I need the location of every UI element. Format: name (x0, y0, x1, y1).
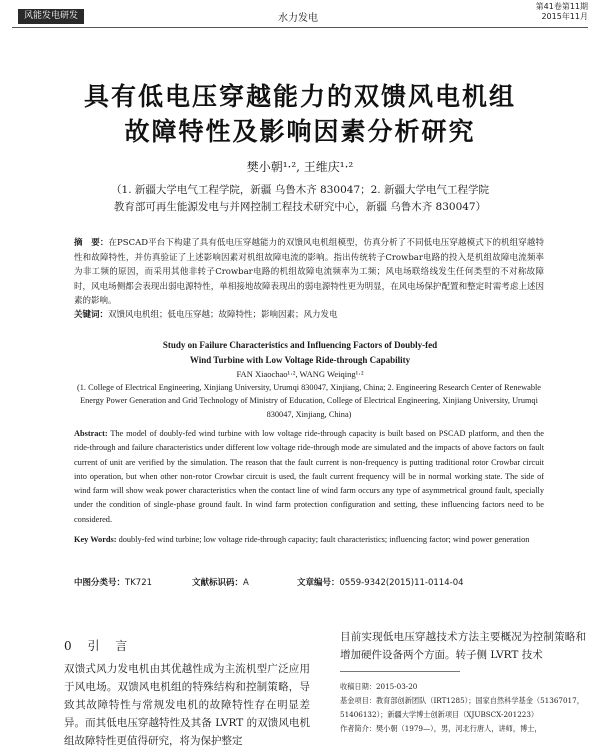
intro-text-right-column: 目前实现低电压穿越技术方法主要概况为控制策略和增加硬件设备两个方面。转子侧 LVRT 技术 (340, 631, 586, 661)
affiliation-line-2: 教育部可再生能源发电与并网控制工程技术研究中心，新疆 乌鲁木齐 830047） (113, 201, 487, 213)
english-abstract-text: The model of doubly-fed wind turbine with low voltage ride-through capacity is built based on PSCAD platform, and then the ride-through and failure characteristics under different low voltage ride-through mode are simulated and the impacts of above factors on fault current of unit are verified by the simulation. The reason that the fault current is non-frequency is putting traditional rotor Crowbar circuit into operation, but when other non-rotor Crowbar circuit is used, the fault current frequency will be in normal working state. The side of wind farm will show weak power characteristics when the contact line of wind farm occurs any type of asymmetrical ground fault, specially under the condition of single-phase ground fault. In wind farm protection configuration and setting, these influencing factors need to be considered. (74, 429, 544, 524)
issue-volume: 第41卷第11期 (535, 2, 588, 11)
article-number-label: 文章编号： (297, 578, 340, 588)
authors: 樊小朝¹·², 王维庆¹·² (246, 160, 354, 174)
footnote-divider (340, 671, 460, 672)
section-badge: 风能发电研发 (18, 9, 84, 24)
issue-info (536, 2, 588, 22)
clc-label: 中图分类号： (74, 578, 126, 588)
english-title-line-2: Wind Turbine with Low Voltage Ride-through Capability (189, 355, 411, 365)
document-code-value: A (243, 578, 249, 588)
issue-date: 2015年11月 (541, 12, 588, 21)
chinese-abstract (74, 236, 544, 309)
article-number (297, 576, 464, 588)
chinese-keywords-text: 双馈风电机组；低电压穿越；故障特性；影响因素；风力发电 (108, 310, 338, 320)
english-affiliation: (1. College of Electrical Engineering, Xinjiang University, Urumqi 830047, Xinjiang, China; 2. Engineering Research Center of Renewable Energy Power Generation and Grid Technology of Ministry of Education, College of Electrical Engineering, Xinjiang University, Urumqi 830047, Xinjiang, China) (77, 383, 541, 419)
chinese-keywords (74, 308, 544, 320)
clc-value: TK721 (125, 578, 153, 588)
footnotes (340, 680, 586, 736)
intro-text-left-column: 双馈式风力发电机由其优越性成为主流机型广泛应用于风电场。双馈风电机组的特殊结构和控制策略，导致其故障特性与常规发电机的故障特性存在明显差异。而其低电压穿越特性及其备 LVRT 的双馈风电机组故障特性更值得研究，将为保护整定 (64, 663, 310, 747)
document-code (192, 576, 249, 588)
section-heading-introduction: 0 引 言 (64, 639, 134, 653)
english-keywords-label: Key Words: (74, 535, 117, 544)
english-authors: FAN Xiaochao¹·², WANG Weiqing¹·² (236, 369, 364, 379)
footnote-fund: 基金项目：教育部创新团队（IRT1285）；国家自然科学基金（51367017，51406132）；新疆大学博士创新项目（XJUBSCX-201223） (340, 696, 584, 719)
english-keywords (74, 533, 544, 547)
clc-number (74, 576, 152, 588)
english-keywords-text: doubly-fed wind turbine; low voltage ride-through capacity; fault characteristics; influencing factor; wind power generation (118, 535, 530, 544)
footnote-received: 收稿日期：2015-03-20 (340, 682, 418, 691)
paper-title-line-1: 具有低电压穿越能力的双馈风电机组 (83, 82, 516, 111)
english-abstract-label: Abstract: (74, 429, 108, 438)
chinese-keywords-label: 关键词： (74, 310, 109, 320)
paper-title-line-2: 故障特性及影响因素分析研究 (124, 117, 476, 146)
affiliation-line-1: （1. 新疆大学电气工程学院，新疆 乌鲁木齐 830047；2. 新疆大学电气工程学院 (111, 184, 489, 196)
document-code-label: 文献标识码： (192, 578, 244, 588)
english-title-line-1: Study on Failure Characteristics and Influencing Factors of Doubly-fed (162, 340, 438, 350)
page-header (0, 0, 600, 30)
english-abstract (74, 427, 544, 527)
footnote-author: 作者简介：樊小朝（1979—），男，河北行唐人，讲师，博士， (340, 724, 542, 733)
header-divider (12, 27, 588, 28)
article-number-value: 0559-9342(2015)11-0114-04 (339, 578, 464, 588)
chinese-abstract-text: 在PSCAD平台下构建了具有低电压穿越能力的双馈风电机组模型，仿真分析了不同低电压穿越模式下的机组穿越特性和故障特性，并仿真验证了上述影响因素对机组故障电流的影响。指出传统转子Crowbar电路的投入是机组故障电流频率为非工频的原因，而采用其他非转子Crowbar电路的机组故障电流频率为工频；风电场联络线发生任何类型的不对称故障时，风电场侧都会表现出弱电源特性，单相接地故障表现出的弱电源特性更为明显，在风电场保护配置和整定时需考虑上述因素的影响。 (74, 238, 544, 306)
journal-name: 水力发电 (278, 13, 318, 24)
chinese-abstract-label: 摘 要： (74, 238, 109, 248)
